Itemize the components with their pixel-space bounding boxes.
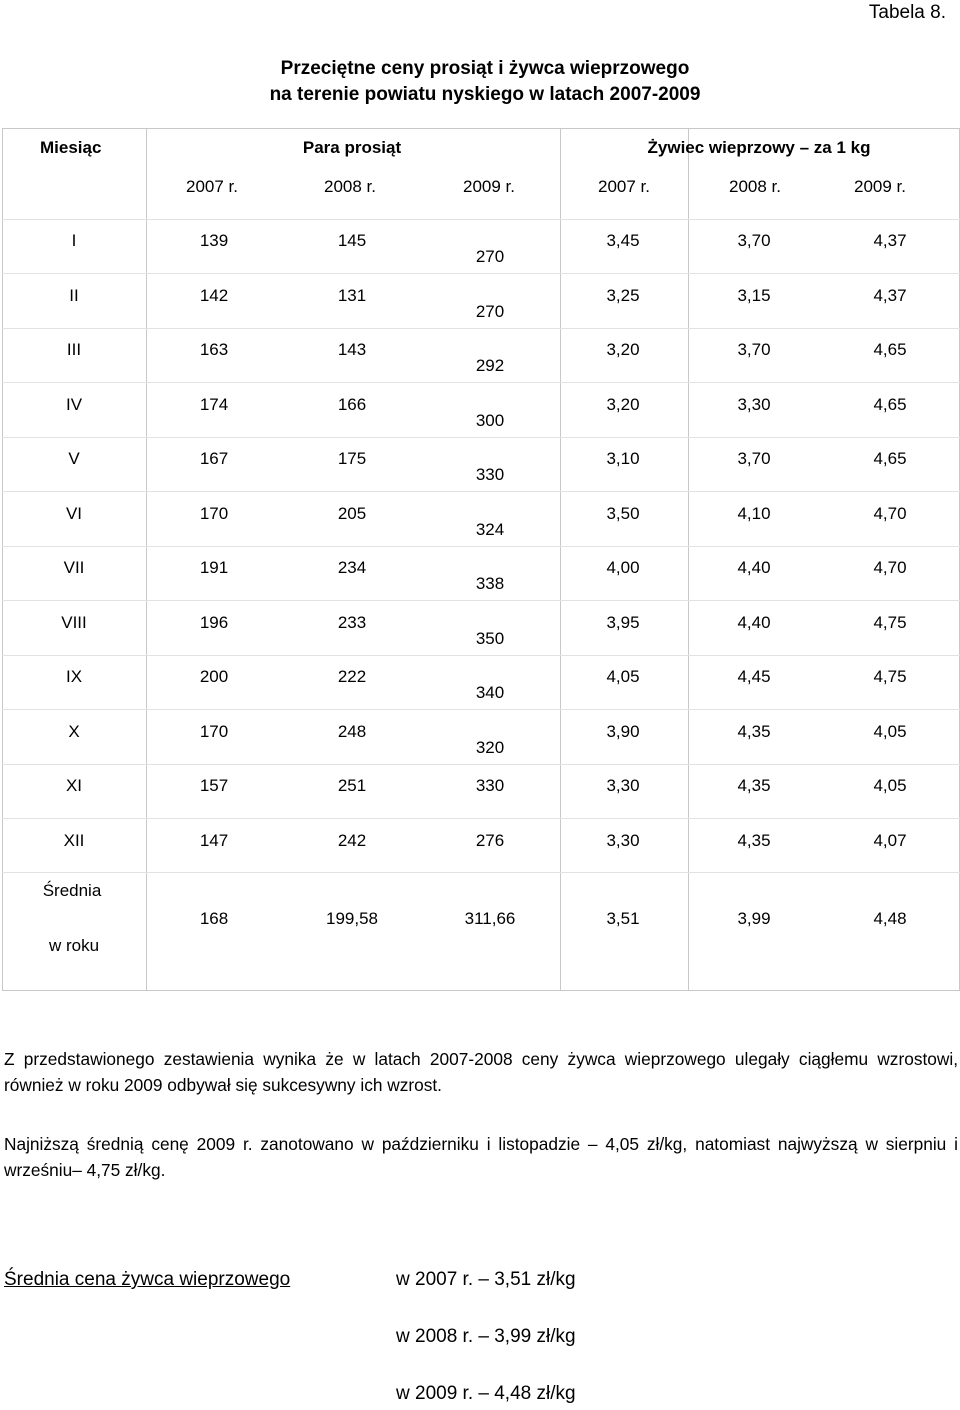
table-cell-p2007: 167 bbox=[199, 449, 229, 468]
table-cell-z2007: 3,20 bbox=[606, 395, 640, 414]
paragraph-min-max-price: Najniższą średnią cenę 2009 r. zanotowano w październiku i listopadzie – 4,05 zł/kg, natomiast najwyższą w sierpniu i wrześniu– 4,75 zł/kg. bbox=[4, 1134, 958, 1180]
table-cell-p2007: 157 bbox=[199, 776, 229, 795]
table-cell-month: I bbox=[71, 231, 77, 250]
table-row-separator bbox=[2, 655, 960, 656]
table-cell-month: X bbox=[68, 722, 80, 741]
table-cell-z2007: 3,95 bbox=[606, 613, 640, 632]
table-grid-horizontal-line bbox=[2, 990, 960, 991]
header-month: Miesiąc bbox=[40, 138, 102, 157]
table-cell-z2007: 3,20 bbox=[606, 340, 640, 359]
table-cell-z2009: 4,37 bbox=[873, 286, 907, 305]
table-cell-z2007: 4,05 bbox=[606, 667, 640, 686]
table-cell-z2008: 3,70 bbox=[737, 449, 771, 468]
table-cell-p2007: 200 bbox=[199, 667, 229, 686]
table-cell-month: IX bbox=[65, 667, 83, 686]
table-cell-p2008: 131 bbox=[337, 286, 367, 305]
table-cell-z2009: 4,05 bbox=[873, 722, 907, 741]
table-row-separator bbox=[2, 600, 960, 601]
table-cell-p2009: 292 bbox=[475, 356, 505, 375]
header-live-pigs: Żywiec wieprzowy – za 1 kg bbox=[647, 138, 871, 157]
table-cell-p2008: 143 bbox=[337, 340, 367, 359]
table-cell-p2008: 145 bbox=[337, 231, 367, 250]
header-piglets: Para prosiąt bbox=[302, 138, 402, 157]
table-row-separator bbox=[2, 546, 960, 547]
table-cell-p2008: 222 bbox=[337, 667, 367, 686]
table-cell-z2007: 3,30 bbox=[606, 831, 640, 850]
table-cell-month: XI bbox=[65, 776, 83, 795]
table-cell-z2008: 4,35 bbox=[737, 776, 771, 795]
table-grid-vertical-line bbox=[560, 128, 561, 990]
table-cell-p2009: 330 bbox=[475, 776, 505, 795]
avg-label-line-2: w roku bbox=[48, 936, 100, 955]
table-cell-month: III bbox=[66, 340, 82, 359]
table-cell-z2007: 3,10 bbox=[606, 449, 640, 468]
avg-pigs-2007: 3,51 bbox=[606, 909, 640, 928]
table-grid-horizontal-line bbox=[2, 128, 960, 129]
table-row-separator bbox=[2, 273, 960, 274]
table-cell-p2007: 191 bbox=[199, 558, 229, 577]
table-cell-p2007: 170 bbox=[199, 722, 229, 741]
header-year-pigs-2009: 2009 r. bbox=[854, 177, 906, 196]
table-cell-p2009: 324 bbox=[475, 520, 505, 539]
table-cell-month: V bbox=[68, 449, 80, 468]
table-cell-p2007: 196 bbox=[199, 613, 229, 632]
avg-pigs-2008: 3,99 bbox=[737, 909, 771, 928]
table-cell-p2008: 166 bbox=[337, 395, 367, 414]
table-cell-z2007: 3,90 bbox=[606, 722, 640, 741]
table-cell-z2009: 4,70 bbox=[873, 504, 907, 523]
table-cell-p2008: 251 bbox=[337, 776, 367, 795]
table-title-line-1: Przeciętne ceny prosiąt i żywca wieprzowego bbox=[280, 58, 690, 79]
table-number-label: Tabela 8. bbox=[868, 2, 946, 23]
table-cell-p2009: 270 bbox=[475, 247, 505, 266]
table-cell-p2009: 338 bbox=[475, 574, 505, 593]
table-cell-month: VII bbox=[63, 558, 85, 577]
table-cell-z2008: 4,45 bbox=[737, 667, 771, 686]
summary-line-2008: w 2008 r. – 3,99 zł/kg bbox=[396, 1326, 576, 1347]
table-cell-z2009: 4,05 bbox=[873, 776, 907, 795]
table-cell-p2008: 205 bbox=[337, 504, 367, 523]
table-cell-month: II bbox=[69, 286, 79, 305]
table-grid-vertical-line bbox=[146, 128, 147, 990]
header-year-piglets-2007: 2007 r. bbox=[186, 177, 238, 196]
table-row-separator bbox=[2, 491, 960, 492]
table-cell-month: VIII bbox=[61, 613, 87, 632]
table-cell-z2008: 4,40 bbox=[737, 613, 771, 632]
table-cell-z2009: 4,65 bbox=[873, 340, 907, 359]
header-year-piglets-2009: 2009 r. bbox=[463, 177, 515, 196]
table-cell-z2007: 4,00 bbox=[606, 558, 640, 577]
table-row-separator bbox=[2, 219, 960, 220]
table-cell-z2009: 4,07 bbox=[873, 831, 907, 850]
table-cell-z2009: 4,65 bbox=[873, 449, 907, 468]
table-row-separator bbox=[2, 382, 960, 383]
table-cell-p2007: 147 bbox=[199, 831, 229, 850]
table-cell-z2008: 3,30 bbox=[737, 395, 771, 414]
table-row-separator bbox=[2, 328, 960, 329]
table-cell-z2009: 4,70 bbox=[873, 558, 907, 577]
table-row-separator bbox=[2, 872, 960, 873]
table-cell-p2009: 340 bbox=[475, 683, 505, 702]
table-grid-vertical-line bbox=[2, 128, 3, 990]
header-year-piglets-2008: 2008 r. bbox=[324, 177, 376, 196]
table-cell-p2009: 330 bbox=[475, 465, 505, 484]
table-cell-z2007: 3,30 bbox=[606, 776, 640, 795]
summary-label: Średnia cena żywca wieprzowego bbox=[4, 1269, 291, 1290]
table-cell-p2009: 320 bbox=[475, 738, 505, 757]
table-cell-p2008: 233 bbox=[337, 613, 367, 632]
table-cell-z2007: 3,50 bbox=[606, 504, 640, 523]
table-cell-p2009: 276 bbox=[475, 831, 505, 850]
table-row-separator bbox=[2, 437, 960, 438]
table-grid-vertical-line bbox=[688, 128, 689, 990]
table-row-separator bbox=[2, 764, 960, 765]
table-cell-z2008: 3,70 bbox=[737, 340, 771, 359]
table-cell-p2008: 248 bbox=[337, 722, 367, 741]
table-cell-month: VI bbox=[65, 504, 83, 523]
table-cell-p2009: 300 bbox=[475, 411, 505, 430]
table-cell-z2008: 4,40 bbox=[737, 558, 771, 577]
avg-label-line-1: Średnia bbox=[42, 881, 102, 900]
table-cell-p2007: 174 bbox=[199, 395, 229, 414]
table-cell-z2009: 4,75 bbox=[873, 613, 907, 632]
table-cell-p2007: 170 bbox=[199, 504, 229, 523]
table-cell-month: IV bbox=[65, 395, 83, 414]
paragraph-price-growth: Z przedstawionego zestawienia wynika że w latach 2007-2008 ceny żywca wieprzowego ulegały ciągłemu wzrostowi, również w roku 2009 odbywał się sukcesywny ich wzrost. bbox=[4, 1049, 958, 1095]
table-cell-p2008: 175 bbox=[337, 449, 367, 468]
table-cell-month: XII bbox=[63, 831, 85, 850]
table-cell-z2009: 4,65 bbox=[873, 395, 907, 414]
table-cell-p2007: 139 bbox=[199, 231, 229, 250]
table-cell-z2008: 4,35 bbox=[737, 831, 771, 850]
table-cell-z2009: 4,75 bbox=[873, 667, 907, 686]
header-year-pigs-2008: 2008 r. bbox=[729, 177, 781, 196]
table-cell-p2008: 242 bbox=[337, 831, 367, 850]
header-year-pigs-2007: 2007 r. bbox=[598, 177, 650, 196]
avg-pigs-2009: 4,48 bbox=[873, 909, 907, 928]
avg-piglets-2009: 311,66 bbox=[464, 909, 516, 928]
table-cell-p2007: 142 bbox=[199, 286, 229, 305]
table-title-line-2: na terenie powiatu nyskiego w latach 2007-2009 bbox=[269, 84, 701, 105]
summary-line-2007: w 2007 r. – 3,51 zł/kg bbox=[396, 1269, 576, 1290]
table-cell-z2007: 3,45 bbox=[606, 231, 640, 250]
table-cell-z2009: 4,37 bbox=[873, 231, 907, 250]
table-cell-z2008: 4,10 bbox=[737, 504, 771, 523]
table-cell-z2008: 3,70 bbox=[737, 231, 771, 250]
table-row-separator bbox=[2, 818, 960, 819]
table-cell-p2008: 234 bbox=[337, 558, 367, 577]
table-cell-z2007: 3,25 bbox=[606, 286, 640, 305]
summary-line-2009: w 2009 r. – 4,48 zł/kg bbox=[396, 1383, 576, 1404]
table-cell-p2007: 163 bbox=[199, 340, 229, 359]
table-cell-p2009: 350 bbox=[475, 629, 505, 648]
table-cell-p2009: 270 bbox=[475, 302, 505, 321]
table-row-separator bbox=[2, 709, 960, 710]
avg-piglets-2007: 168 bbox=[199, 909, 229, 928]
avg-piglets-2008: 199,58 bbox=[326, 909, 378, 928]
table-cell-z2008: 3,15 bbox=[737, 286, 771, 305]
table-cell-z2008: 4,35 bbox=[737, 722, 771, 741]
